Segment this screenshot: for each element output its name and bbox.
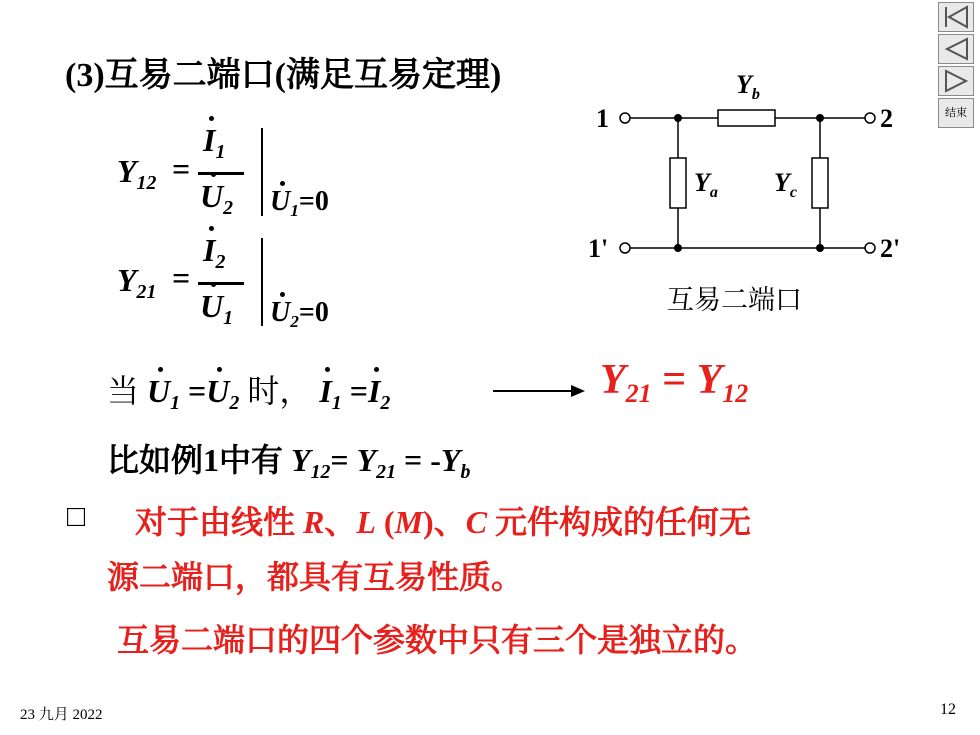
reciprocity-statement: 当 $U_1 =U_2$ 时， $I_1 =I_2$	[107, 373, 391, 414]
eq2-denominator: $U_1$	[200, 288, 234, 329]
eq2-condition-bar	[261, 238, 263, 326]
eq1-equals: =	[172, 151, 191, 187]
prev-page-icon	[939, 35, 973, 63]
independence-note: 互易二端口的四个参数中只有三个是独立的。	[117, 622, 758, 658]
terminal-1-label: 1	[596, 104, 609, 133]
end-show-button[interactable]: 结束	[938, 98, 974, 128]
terminal-2p-label: 2'	[880, 234, 901, 263]
terminal-2-label: 2	[880, 104, 893, 133]
circuit-caption: 互易二端口	[667, 285, 802, 316]
example-statement: 比如例1中有 $Y_{12}= Y_{21} = -Y_b$	[107, 442, 471, 483]
eq2-fraction-bar	[198, 282, 244, 285]
eq2-condition: $U_2=0$	[270, 297, 329, 332]
bullet-marker: □	[67, 500, 86, 533]
eq1-denominator: $U_2$	[200, 178, 234, 219]
next-page-icon	[939, 67, 973, 95]
reciprocity-result: $Y_{21} = Y_{12}$	[600, 357, 749, 409]
admittance-ya-label: $Y_a$	[694, 168, 718, 201]
eq1-condition: $U_1=0$	[270, 186, 329, 221]
admittance-yc-label: $Y_c$	[774, 168, 798, 201]
prev-page-button[interactable]	[938, 34, 974, 64]
first-page-icon	[939, 3, 973, 31]
eq1-numerator: $I_1$	[203, 122, 226, 163]
admittance-yb-label: $Y_b$	[736, 70, 760, 103]
page-number: 12	[940, 701, 956, 718]
bullet-line-1: 对于由线性 R、L (M)、C 元件构成的任何无	[135, 504, 752, 540]
first-page-button[interactable]	[938, 2, 974, 32]
implies-arrow-icon	[493, 383, 585, 399]
eq2-equals: =	[172, 260, 191, 296]
eq1-condition-bar	[261, 128, 263, 216]
eq2-lhs: $Y_{21}$	[117, 262, 157, 303]
section-heading: (3)互易二端口(满足互易定理)	[65, 57, 502, 94]
eq1-lhs: $Y_{12}$	[117, 153, 157, 194]
next-page-button[interactable]	[938, 66, 974, 96]
bullet-line-2: 源二端口，都具有互易性质。	[107, 559, 524, 595]
footer-date: 23 九月 2022	[20, 707, 103, 723]
terminal-1p-label: 1'	[588, 234, 609, 263]
eq2-numerator: $I_2$	[203, 232, 226, 273]
eq1-fraction-bar	[198, 172, 244, 175]
